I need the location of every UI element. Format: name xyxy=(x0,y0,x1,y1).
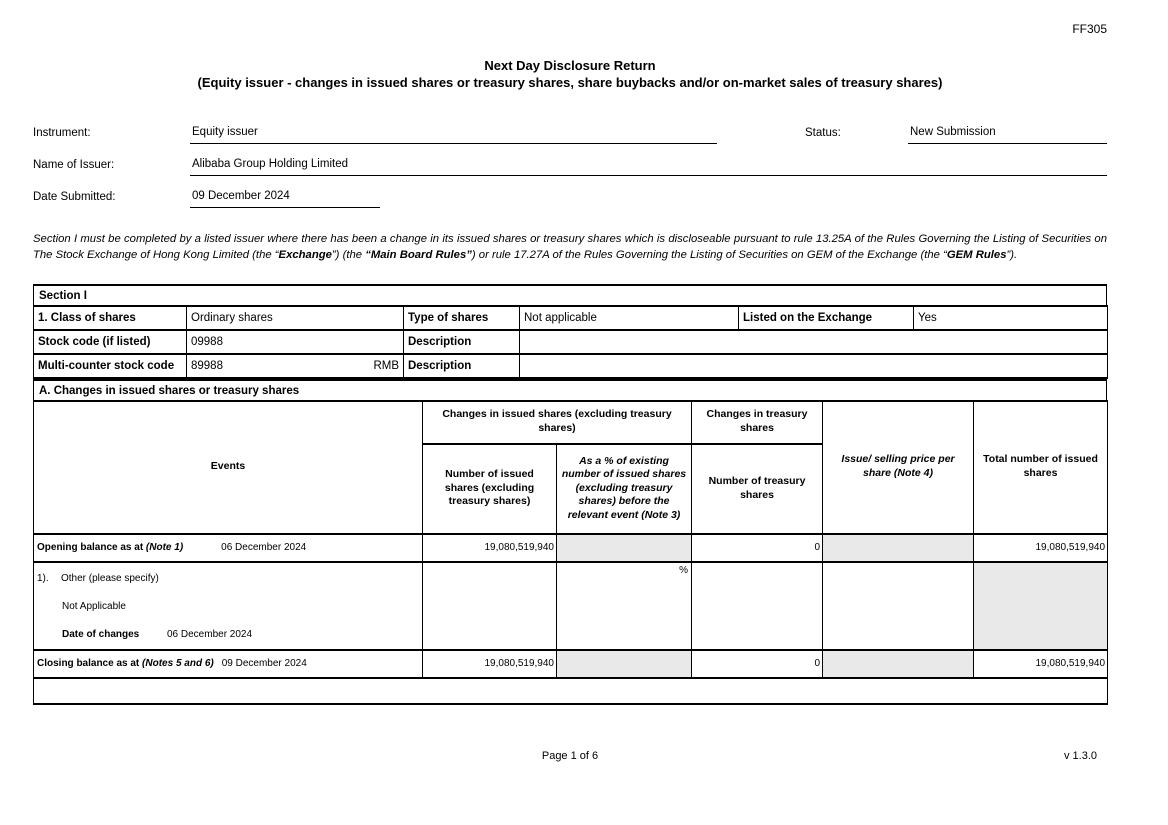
page-subtitle: (Equity issuer - changes in issued shares or treasury shares, share buybacks and/or on-market sales of treasury shares) xyxy=(197,75,943,90)
date-submitted-label: Date Submitted: xyxy=(33,191,116,203)
header-fields xyxy=(33,112,1107,208)
opening-num-issued: 19,080,519,940 xyxy=(423,534,557,562)
closing-balance-label: Closing balance as at xyxy=(37,658,143,670)
form-code: FF305 xyxy=(1072,22,1107,36)
description1-value xyxy=(520,330,1108,354)
event1-index: 1). xyxy=(37,572,49,584)
event1-type-line xyxy=(37,573,419,584)
event1-total-cell xyxy=(974,562,1108,650)
opening-price-cell xyxy=(823,534,974,562)
issued-shares-group-header: Changes in issued shares (excluding treasury shares) xyxy=(423,401,692,444)
legal-note: Section I must be completed by a listed issuer where there has been a change in its issued shares or treasury shares which is discloseable pursuant to rule 13.25A of the Rules Governing the Listing of Securities on The Stock Exchange of Hong Kong Limited (the “Exchange”) (the “Main Board Rules”) or rule 17.27A of the Rules Governing the Listing of Securities on GEM of the Exchange (the “GEM Rules”). xyxy=(33,233,1107,261)
total-issued-column-header: Total number of issued shares xyxy=(974,401,1108,534)
multi-counter-stock-code-value: 89988 xyxy=(191,360,223,373)
percent-existing-column-header: As a % of existing number of issued shares (excluding treasury shares) before the relevant event (Note 3) xyxy=(557,444,692,534)
date-submitted-row xyxy=(33,176,1107,208)
event1-detail: Not Applicable xyxy=(62,600,126,612)
event1-num-treasury xyxy=(692,562,823,650)
closing-price-cell xyxy=(823,650,974,678)
event1-type: Other (please specify) xyxy=(61,572,159,584)
closing-balance-label-cell xyxy=(34,650,423,678)
status-field: New Submission xyxy=(908,126,1107,144)
event1-details-cell xyxy=(34,562,423,650)
opening-balance-label: Opening balance as at xyxy=(37,542,146,554)
table-row xyxy=(34,330,1108,354)
number-issued-column-header: Number of issued shares (excluding treasury shares) xyxy=(423,444,557,534)
instrument-label: Instrument: xyxy=(33,127,91,139)
opening-pct-cell xyxy=(557,534,692,562)
section-a-header: A. Changes in issued shares or treasury shares xyxy=(33,379,1107,402)
status-label: Status: xyxy=(805,127,841,139)
page-title: Next Day Disclosure Return xyxy=(484,58,656,73)
class-of-shares-label: 1. Class of shares xyxy=(34,306,187,330)
table-header-row xyxy=(34,401,1108,444)
section1-content xyxy=(33,284,1107,705)
issuer-label: Name of Issuer: xyxy=(33,159,115,171)
event1-price-cell xyxy=(823,562,974,650)
empty-cell xyxy=(34,678,1108,704)
event1-date: 06 December 2024 xyxy=(167,628,253,640)
listed-on-exchange-label: Listed on the Exchange xyxy=(739,306,914,330)
description1-label: Description xyxy=(404,330,520,354)
multi-counter-stock-code-label: Multi-counter stock code xyxy=(34,354,187,378)
events-column-header: Events xyxy=(34,401,423,534)
opening-balance-note: (Note 1) xyxy=(145,542,184,554)
type-of-shares-label: Type of shares xyxy=(404,306,520,330)
closing-pct-cell xyxy=(557,650,692,678)
description2-label: Description xyxy=(404,354,520,378)
opening-total: 19,080,519,940 xyxy=(974,534,1108,562)
type-of-shares-value: Not applicable xyxy=(520,306,739,330)
closing-num-treasury: 0 xyxy=(692,650,823,678)
event1-pct-cell: % xyxy=(557,562,692,650)
table-row xyxy=(34,306,1108,330)
page-footer xyxy=(33,750,1107,762)
instrument-row xyxy=(33,112,1107,144)
date-submitted-field: 09 December 2024 xyxy=(190,190,380,208)
page-number: Page 1 of 6 xyxy=(541,750,599,762)
class-of-shares-table xyxy=(33,305,1108,379)
closing-balance-note: (Notes 5 and 6) xyxy=(142,658,214,670)
treasury-shares-group-header: Changes in treasury shares xyxy=(692,401,823,444)
changes-table xyxy=(33,400,1108,705)
stock-code-value: 09988 xyxy=(187,330,404,354)
description2-value xyxy=(520,354,1108,378)
event1-date-line xyxy=(62,629,419,640)
event1-date-label: Date of changes xyxy=(62,628,140,640)
closing-num-issued: 19,080,519,940 xyxy=(423,650,557,678)
table-row xyxy=(34,354,1108,378)
issuer-row xyxy=(33,144,1107,176)
opening-num-treasury: 0 xyxy=(692,534,823,562)
opening-balance-date: 06 December 2024 xyxy=(221,542,307,554)
class-of-shares-value: Ordinary shares xyxy=(187,306,404,330)
closing-balance-date: 09 December 2024 xyxy=(221,658,307,670)
closing-balance-row xyxy=(34,650,1108,678)
multi-counter-currency: RMB xyxy=(373,360,399,373)
title-block xyxy=(33,58,1107,90)
empty-row xyxy=(34,678,1108,704)
issue-price-column-header: Issue/ selling price per share (Note 4) xyxy=(823,401,974,534)
closing-total: 19,080,519,940 xyxy=(974,650,1108,678)
section1-header: Section I xyxy=(33,284,1107,307)
stock-code-label: Stock code (if listed) xyxy=(34,330,187,354)
opening-balance-row xyxy=(34,534,1108,562)
event1-num-issued xyxy=(423,562,557,650)
number-treasury-column-header: Number of treasury shares xyxy=(692,444,823,534)
opening-balance-label-cell xyxy=(34,534,423,562)
issuer-field: Alibaba Group Holding Limited xyxy=(190,158,1107,176)
instrument-field: Equity issuer xyxy=(190,126,717,144)
listed-on-exchange-value: Yes xyxy=(914,306,1108,330)
multi-counter-stock-code-cell xyxy=(187,354,404,378)
event1-row xyxy=(34,562,1108,650)
version-label: v 1.3.0 xyxy=(1063,750,1097,762)
